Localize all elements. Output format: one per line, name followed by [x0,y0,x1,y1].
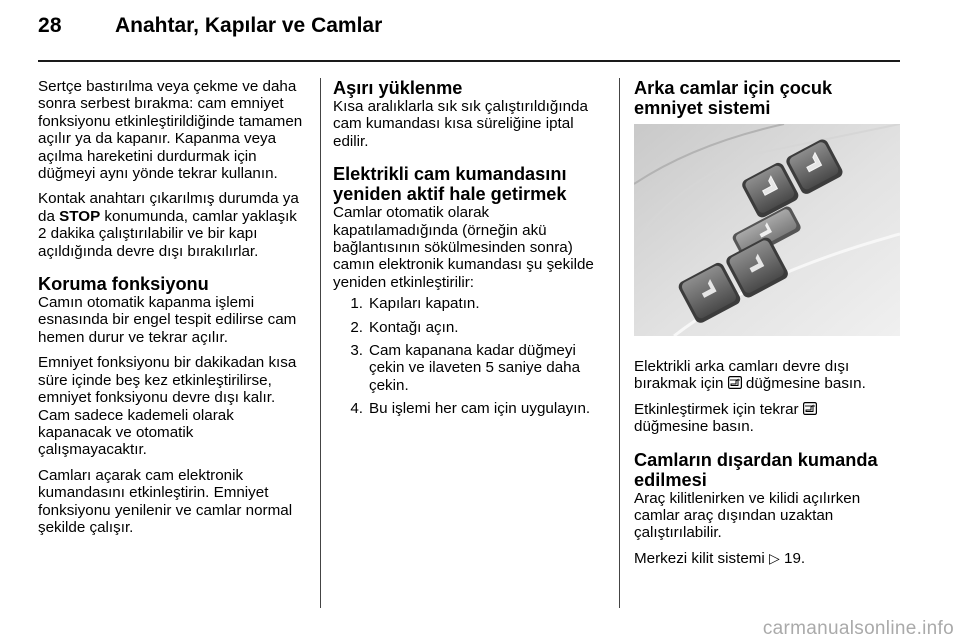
step-number: 4. [350,400,363,418]
list-item [333,342,605,394]
column-3 [634,78,902,575]
text: Merkezi kilit sistemi [634,549,770,567]
text: düğmesine basın. [741,375,866,393]
header-divider [38,60,900,62]
text: Elektrikli arka camları devre dışı bırakmak için [634,358,850,393]
column-1 [38,78,306,544]
window-lock-icon [803,402,817,415]
window-switch-panel-illustration [634,124,900,336]
paragraph-enable-rear [634,401,902,436]
paragraph-safety-disabled: Emniyet fonksiyonu bir dakikadan kısa süre içinde beş kez etkinleştirilirse, emniyet fonksiyonu devre dışı kalır. Cam sadece kademeli olarak kapanacak ve otomatik çalışmayacaktır. [38,354,297,459]
text: düğmesine basın. [634,418,754,436]
step-text: Kontağı açın. [369,318,459,336]
text: konumunda, camlar yaklaşık 2 dakika çalıştırılabilir ve bir kapı açıldığında devre dışı bırakılırlar. [38,207,297,260]
text: Kontak anahtarı çıkarılmış durumda ya da [38,190,299,225]
column-divider-2 [619,78,620,608]
paragraph-firm-press: Sertçe bastırılma veya çekme ve daha sonra serbest bırakma: cam emniyet fonksiyonu etkinleştirildiğinde tamamen açılır ya da kapanır. Kapanma veya açılma hareketini durdurmak için düğmeyi aynı yönde tekrar kullanın. [38,78,303,183]
paragraph-obstacle: Camın otomatik kapanma işlemi esnasında bir engel tespit edilirse cam hemen durur ve tekrar açılır. [38,294,297,346]
paragraph-reactivate-safety: Camları açarak cam elektronik kumandasını etkinleştirin. Emniyet fonksiyonu yenilenir ve camlar normal şekilde çalışır. [38,466,293,536]
text: Etkinleştirmek için tekrar [634,400,803,418]
paragraph-disable-rear [634,358,902,393]
step-number: 1. [350,295,363,313]
steps-list [333,295,605,417]
paragraph-remote-window: Araç kilitlenirken ve kilidi açılırken camlar araç dışından uzaktan çalıştırılabilir. [634,489,861,542]
step-number: 2. [350,318,363,336]
list-item [333,400,605,417]
step-text: Cam kapanana kadar düğmeyi çekin ve ilaveten 5 saniye daha çekin. [369,342,581,394]
heading-remote-window: Camların dışardan kumanda edilmesi [634,449,878,490]
page-title: Anahtar, Kapılar ve Camlar [115,14,383,37]
list-item [333,295,605,312]
page-number: 28 [38,14,62,37]
step-number: 3. [350,342,363,360]
heading-child-safety: Arka camlar için çocuk emniyet sistemi [634,78,833,118]
page-reference-icon: ▷ [769,549,780,566]
list-item [333,319,605,336]
heading-overload: Aşırı yüklenme [333,78,463,98]
stop-keyword: STOP [59,207,101,225]
paragraph-ignition-off [38,190,306,260]
column-2 [333,78,605,424]
heading-protection-function: Koruma fonksiyonu [38,274,209,295]
step-text: Bu işlemi her cam için uygulayın. [369,400,591,418]
text: 19. [779,549,806,567]
step-text: Kapıları kapatın. [369,295,480,313]
paragraph-central-locking-ref [634,550,902,567]
paragraph-reactivate-intro: Camlar otomatik olarak kapatılamadığında (örneğin akü bağlantısının sökülmesinden sonra) camın elektronik kumandası şu şekilde yeniden etkinleştirilir: [333,204,594,291]
paragraph-overload: Kısa aralıklarla sık sık çalıştırıldığında cam kumandası kısa süreliğine iptal edilir. [333,98,588,150]
heading-reactivate-power-window: Elektrikli cam kumandasını yeniden aktif hale getirmek [333,164,567,205]
column-divider-1 [320,78,321,608]
watermark: carmanualsonline.info [762,618,954,639]
window-lock-icon [728,376,742,389]
